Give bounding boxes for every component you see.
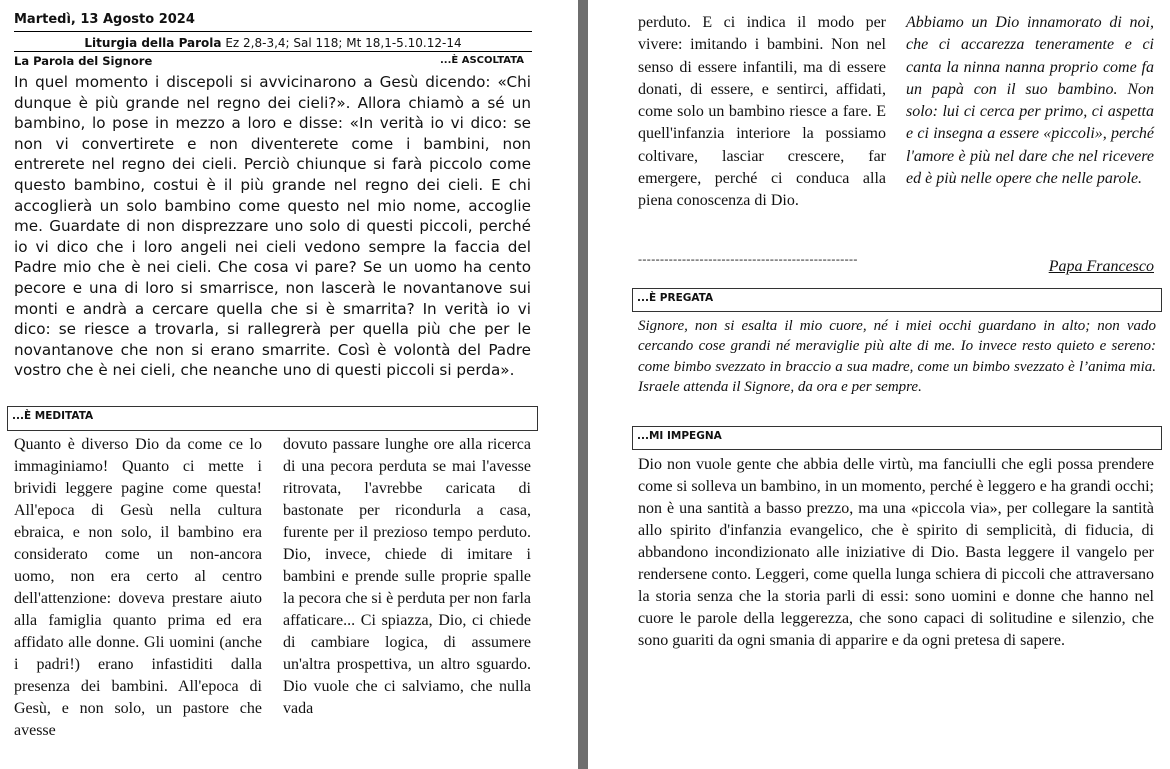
impegna-header xyxy=(632,426,1162,450)
parola-label: La Parola del Signore xyxy=(14,54,153,68)
impegna-text: Dio non vuole gente che abbia delle virtù, ma fanciulli che egli possa prendere come si solleva un bambino, in un momento, perché è leggero e ha grandi occhi; non è una santità a basso prezzo, ma una «piccola via», per collegare la santità allo spirito d'infanzia evangelico, che è spirito di semplicità, di fiducia, di abbandono incondizionato alle iniziative di Dio. Basta leggere il vangelo per rendersene conto. Leggeri, come quella lunga schiera di piccoli che attraversano la storia senza che la storia parli di essi: sono uomini e donne che hanno nel cuore le parole della leggerezza, che sono capaci di solitudine e silenzio, che sono guariti da ogni smania di apparire e da ogni pretesa di sapere. xyxy=(638,456,1154,649)
liturgy-line xyxy=(0,36,546,50)
pregata-header xyxy=(632,288,1162,312)
header-rule-bottom xyxy=(14,51,532,52)
prayer-text: Signore, non si esalta il mio cuore, né i miei occhi guardano in alto; non vado cercando cose grandi né meraviglie più alte di me. Io invece resto quieto e sereno: come bimbo svezzato in braccio a sua madre, come un bimbo svezzato è l’anima mia. Israele attenda il Signore, da ora e per sempre. xyxy=(638,318,1156,395)
left-page xyxy=(0,0,578,769)
ascoltata-label: ...È ASCOLTATA xyxy=(440,55,524,66)
impegna-label: ...MI IMPEGNA xyxy=(637,430,722,442)
quote-column: Abbiamo un Dio innamorato di noi, che ci accarezza teneramente e ci canta la ninna nanna proprio come fa un papà con il suo bambino. Non solo: lui ci cerca per primo, ci aspetta e ci insegna a essere «piccoli», perché l'amore è più nel dare che nel ricevere ed è più nelle opere che nelle parole. xyxy=(906,14,1154,188)
meditata-column-2: dovuto passare lunghe ore alla ricerca di una pecora perduta se mai l'avesse ritrovata, l'avrebbe caricata di bastonate per ricondurla a casa, furente per il prezioso tempo perduto. Dio, invece, chiede di imitare i bambini e prende sulle proprie spalle la pecora che si è perduta per non farla affaticare... Ci spiazza, Dio, ci chiede di cambiare logica, di assumere un'altra prospettiva, un altro sguardo. Dio vuole che ci salviamo, che nulla vada xyxy=(283,436,531,717)
liturgy-label: Liturgia della Parola xyxy=(84,36,222,50)
quote-author: Papa Francesco xyxy=(1048,258,1154,275)
reflection-column-1: perduto. E ci indica il modo per vivere: imitando i bambini. Non nel senso di essere infantili, ma di essere donati, di essere, e sentirci, affidati, come solo un bambino riesce a fare. E quell'infanzia interiore la possiamo coltivare, lasciar crescere, far emergere, perché ci conduca alla piena conoscenza di Dio. xyxy=(638,14,886,210)
meditata-label: ...È MEDITATA xyxy=(12,410,94,422)
pregata-label: ...È PREGATA xyxy=(637,292,714,304)
right-page xyxy=(588,0,1170,769)
header-rule-top xyxy=(14,31,532,32)
page-gutter xyxy=(578,0,588,769)
separator-dashes: -------------------------------------------------- xyxy=(638,252,858,266)
liturgy-refs: Ez 2,8-3,4; Sal 118; Mt 18,1-5.10.12-14 xyxy=(221,36,462,50)
page-date: Martedì, 13 Agosto 2024 xyxy=(14,12,195,27)
gospel-text: In quel momento i discepoli si avvicinarono a Gesù dicendo: «Chi dunque è più grande nel regno dei cieli?». Allora chiamò a sé un bambino, lo pose in mezzo a loro e disse: «In verità io vi dico: se non vi convertirete e non diventerete come i bambini, non entrerete nel regno dei cieli. Perciò chiunque si farà piccolo come questo bambino, costui è il più grande nel regno dei cieli. E chi accoglierà un solo bambino come questo nel mio nome, accoglie me. Guardate di non disprezzare uno solo di questi piccoli, perché io vi dico che i loro angeli nei cieli vedono sempre la faccia del Padre mio che è nei cieli. Che cosa vi pare? Se un uomo ha cento pecore e una di loro si smarrisce, non lascerà le novantanove sui monti e andrà a cercare quella che si è smarrita? In verità io vi dico: se riesce a trovarla, si rallegrerà per quella più che per le novantanove che non si erano smarrite. Così è volontà del Padre vostro che è nei cieli, che neanche uno di questi piccoli si perda». xyxy=(14,73,531,380)
meditata-column-1: Quanto è diverso Dio da come ce lo immaginiamo! Quanto ci mette i brividi leggere pagine come questa! All'epoca di Gesù nella cultura ebraica, e non solo, il bambino era considerato come un non-ancora uomo, non era certo al centro dell'attenzione: doveva prestare aiuto alla famiglia quanto prima ed era affidato alle donne. Gli uomini (anche i padri!) erano infastiditi dalla presenza dei bambini. All'epoca di Gesù, e non solo, un pastore che avesse xyxy=(14,436,262,739)
meditata-header xyxy=(7,406,538,431)
